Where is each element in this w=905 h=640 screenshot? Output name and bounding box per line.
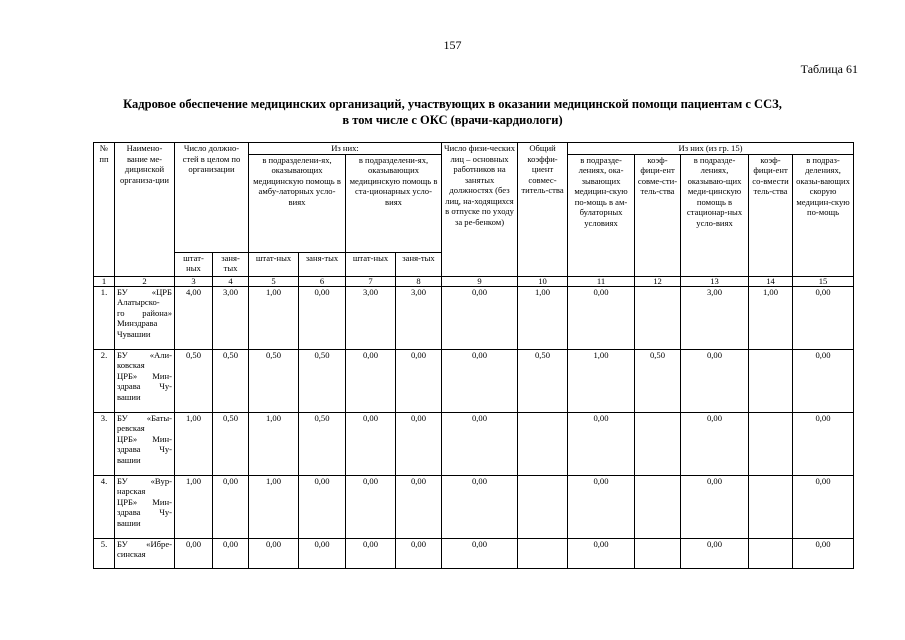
organization-name-line: БУ «Баты- xyxy=(117,412,172,423)
cell-col-12 xyxy=(635,538,681,568)
header-col-12: коэф-фици-ент совме-сти-тель-ства xyxy=(635,154,681,276)
organization-name-line: здрава Чу- xyxy=(117,381,172,391)
cell-col-5: 1,00 xyxy=(249,412,299,475)
cell-col-11: 0,00 xyxy=(568,412,635,475)
cell-col-8: 3,00 xyxy=(396,286,442,349)
cell-col-5: 1,00 xyxy=(249,475,299,538)
cell-col-6: 0,00 xyxy=(299,475,346,538)
organization-name-line: ЦРБ» Мин- xyxy=(117,496,172,507)
organization-name-line: Алатырско- xyxy=(117,297,160,307)
cell-col-15: 0,00 xyxy=(793,286,854,349)
table-row xyxy=(94,412,854,475)
organization-name xyxy=(115,475,175,538)
header-shtat: штат-ных xyxy=(346,252,396,276)
column-number: 8 xyxy=(396,276,442,286)
organization-name-line: БУ «ЦРБ xyxy=(117,286,172,297)
organization-name-line: здрава Чу- xyxy=(117,507,172,517)
organization-name-line: ЦРБ» Мин- xyxy=(117,370,172,381)
header-col-14: коэф-фици-ент со-вмести тель-ства xyxy=(749,154,793,276)
cell-col-6: 0,00 xyxy=(299,538,346,568)
header-col-1: № пп xyxy=(94,143,115,277)
cell-col-4: 0,00 xyxy=(213,475,249,538)
cell-col-7: 0,00 xyxy=(346,538,396,568)
column-number-row xyxy=(94,276,854,286)
header-col-11: в подразде-лениях, ока-зывающих медицин-скую по-мощь в ам-булаторных условиях xyxy=(568,154,635,276)
column-number: 2 xyxy=(115,276,175,286)
organization-name-line: ковская xyxy=(117,360,145,370)
column-number: 15 xyxy=(793,276,854,286)
table-title xyxy=(60,96,845,128)
organization-name-line: синская xyxy=(117,549,146,559)
cell-col-5: 1,00 xyxy=(249,286,299,349)
cell-col-9: 0,00 xyxy=(442,538,518,568)
header-col-5-6: в подразделени-ях, оказывающих медицинскую помощь в амбу-латорных усло-виях xyxy=(249,154,346,252)
header-col-10: Общий коэффи-циент совмес-титель-ства xyxy=(518,143,568,277)
column-number: 3 xyxy=(175,276,213,286)
organization-name-line: го района» xyxy=(117,307,172,318)
cell-col-13: 0,00 xyxy=(681,412,749,475)
table-row xyxy=(94,475,854,538)
cell-col-3: 1,00 xyxy=(175,412,213,475)
header-zan: заня-тых xyxy=(299,252,346,276)
cell-col-13: 0,00 xyxy=(681,349,749,412)
column-number: 6 xyxy=(299,276,346,286)
organization-name xyxy=(115,286,175,349)
cell-col-10 xyxy=(518,412,568,475)
title-line-2: в том числе с ОКС (врачи-кардиологи) xyxy=(342,113,563,127)
cell-col-13: 3,00 xyxy=(681,286,749,349)
row-number: 3. xyxy=(94,412,115,475)
header-col-13: в подразде-лениях, оказываю-щих меди-цинскую помощь в стационар-ных усло-виях xyxy=(681,154,749,276)
cell-col-7: 0,00 xyxy=(346,412,396,475)
row-number: 4. xyxy=(94,475,115,538)
cell-col-3: 0,50 xyxy=(175,349,213,412)
organization-name-line: нарская xyxy=(117,486,146,496)
cell-col-4: 0,50 xyxy=(213,349,249,412)
cell-col-7: 0,00 xyxy=(346,349,396,412)
cell-col-14 xyxy=(749,538,793,568)
column-number: 11 xyxy=(568,276,635,286)
row-number: 5. xyxy=(94,538,115,568)
cell-col-15: 0,00 xyxy=(793,412,854,475)
table-row xyxy=(94,349,854,412)
header-col-7-8: в подразделени-ях, оказывающих медицинскую помощь в ста-ционарных усло-виях xyxy=(346,154,442,252)
cell-col-12 xyxy=(635,475,681,538)
cell-col-3: 0,00 xyxy=(175,538,213,568)
cell-col-11: 0,00 xyxy=(568,286,635,349)
cell-col-15: 0,00 xyxy=(793,349,854,412)
cell-col-10 xyxy=(518,538,568,568)
organization-name-line: вашии xyxy=(117,517,141,528)
cell-col-4: 0,00 xyxy=(213,538,249,568)
header-col-3-4: Число должно-стей в целом по организации xyxy=(175,143,249,253)
organization-name xyxy=(115,349,175,412)
header-zan: заня-тых xyxy=(213,252,249,276)
cell-col-8: 0,00 xyxy=(396,475,442,538)
cell-col-14 xyxy=(749,475,793,538)
organization-name xyxy=(115,412,175,475)
cell-col-7: 3,00 xyxy=(346,286,396,349)
organization-name-line: БУ «Али- xyxy=(117,349,172,360)
column-number: 13 xyxy=(681,276,749,286)
table-row xyxy=(94,538,854,568)
organization-name-line: Чувашии xyxy=(117,328,151,339)
organization-name-line: ЦРБ» Мин- xyxy=(117,433,172,444)
organization-name-line: вашии xyxy=(117,454,141,465)
header-shtat: штат-ных xyxy=(249,252,299,276)
cell-col-12 xyxy=(635,286,681,349)
cell-col-6: 0,50 xyxy=(299,349,346,412)
cell-col-10: 1,00 xyxy=(518,286,568,349)
column-number: 14 xyxy=(749,276,793,286)
cell-col-14 xyxy=(749,412,793,475)
cell-col-4: 0,50 xyxy=(213,412,249,475)
organization-name-line: ревская xyxy=(117,423,145,433)
column-number: 9 xyxy=(442,276,518,286)
organization-name-line: вашии xyxy=(117,391,141,402)
cell-col-14: 1,00 xyxy=(749,286,793,349)
cell-col-9: 0,00 xyxy=(442,349,518,412)
row-number: 2. xyxy=(94,349,115,412)
organization-name-line: Минздрава xyxy=(117,318,158,328)
column-number: 10 xyxy=(518,276,568,286)
cell-col-7: 0,00 xyxy=(346,475,396,538)
table-row xyxy=(94,286,854,349)
row-number: 1. xyxy=(94,286,115,349)
header-col-9: Число физи-ческих лиц – основных работников на занятых должностях (без лиц, на-ходящихся в отпуске по уходу за ре-бенком) xyxy=(442,143,518,277)
cell-col-12: 0,50 xyxy=(635,349,681,412)
column-number: 12 xyxy=(635,276,681,286)
staffing-table xyxy=(93,142,854,569)
cell-col-13: 0,00 xyxy=(681,538,749,568)
cell-col-4: 3,00 xyxy=(213,286,249,349)
cell-col-10 xyxy=(518,475,568,538)
cell-col-8: 0,00 xyxy=(396,412,442,475)
column-number: 5 xyxy=(249,276,299,286)
organization-name-line: БУ «Вур- xyxy=(117,475,172,486)
title-line-1: Кадровое обеспечение медицинских организаций, участвующих в оказании медицинской помощи пациентам с ССЗ, xyxy=(123,97,782,111)
cell-col-9: 0,00 xyxy=(442,286,518,349)
header-col-15: в подраз-делениях, оказы-вающих скорую медицин-скую по-мощь xyxy=(793,154,854,276)
cell-col-8: 0,00 xyxy=(396,538,442,568)
cell-col-11: 1,00 xyxy=(568,349,635,412)
cell-col-10: 0,50 xyxy=(518,349,568,412)
header-shtat: штат-ных xyxy=(175,252,213,276)
organization-name-line: здрава Чу- xyxy=(117,444,172,454)
cell-col-15: 0,00 xyxy=(793,475,854,538)
cell-col-6: 0,50 xyxy=(299,412,346,475)
header-col-11-15: Из них (из гр. 15) xyxy=(568,143,854,155)
organization-name xyxy=(115,538,175,568)
cell-col-15: 0,00 xyxy=(793,538,854,568)
cell-col-14 xyxy=(749,349,793,412)
cell-col-11: 0,00 xyxy=(568,475,635,538)
cell-col-6: 0,00 xyxy=(299,286,346,349)
cell-col-8: 0,00 xyxy=(396,349,442,412)
header-col-2: Наимено-вание ме-дицинской организа-ции xyxy=(115,143,175,277)
column-number: 1 xyxy=(94,276,115,286)
column-number: 7 xyxy=(346,276,396,286)
header-col-5-8: Из них: xyxy=(249,143,442,155)
cell-col-3: 1,00 xyxy=(175,475,213,538)
cell-col-9: 0,00 xyxy=(442,412,518,475)
cell-col-9: 0,00 xyxy=(442,475,518,538)
organization-name-line: БУ «Ибре- xyxy=(117,538,172,549)
table-label: Таблица 61 xyxy=(800,62,858,76)
cell-col-12 xyxy=(635,412,681,475)
cell-col-3: 4,00 xyxy=(175,286,213,349)
column-number: 4 xyxy=(213,276,249,286)
cell-col-13: 0,00 xyxy=(681,475,749,538)
cell-col-5: 0,00 xyxy=(249,538,299,568)
header-zan: заня-тых xyxy=(396,252,442,276)
cell-col-11: 0,00 xyxy=(568,538,635,568)
cell-col-5: 0,50 xyxy=(249,349,299,412)
page-number: 157 xyxy=(443,38,462,52)
